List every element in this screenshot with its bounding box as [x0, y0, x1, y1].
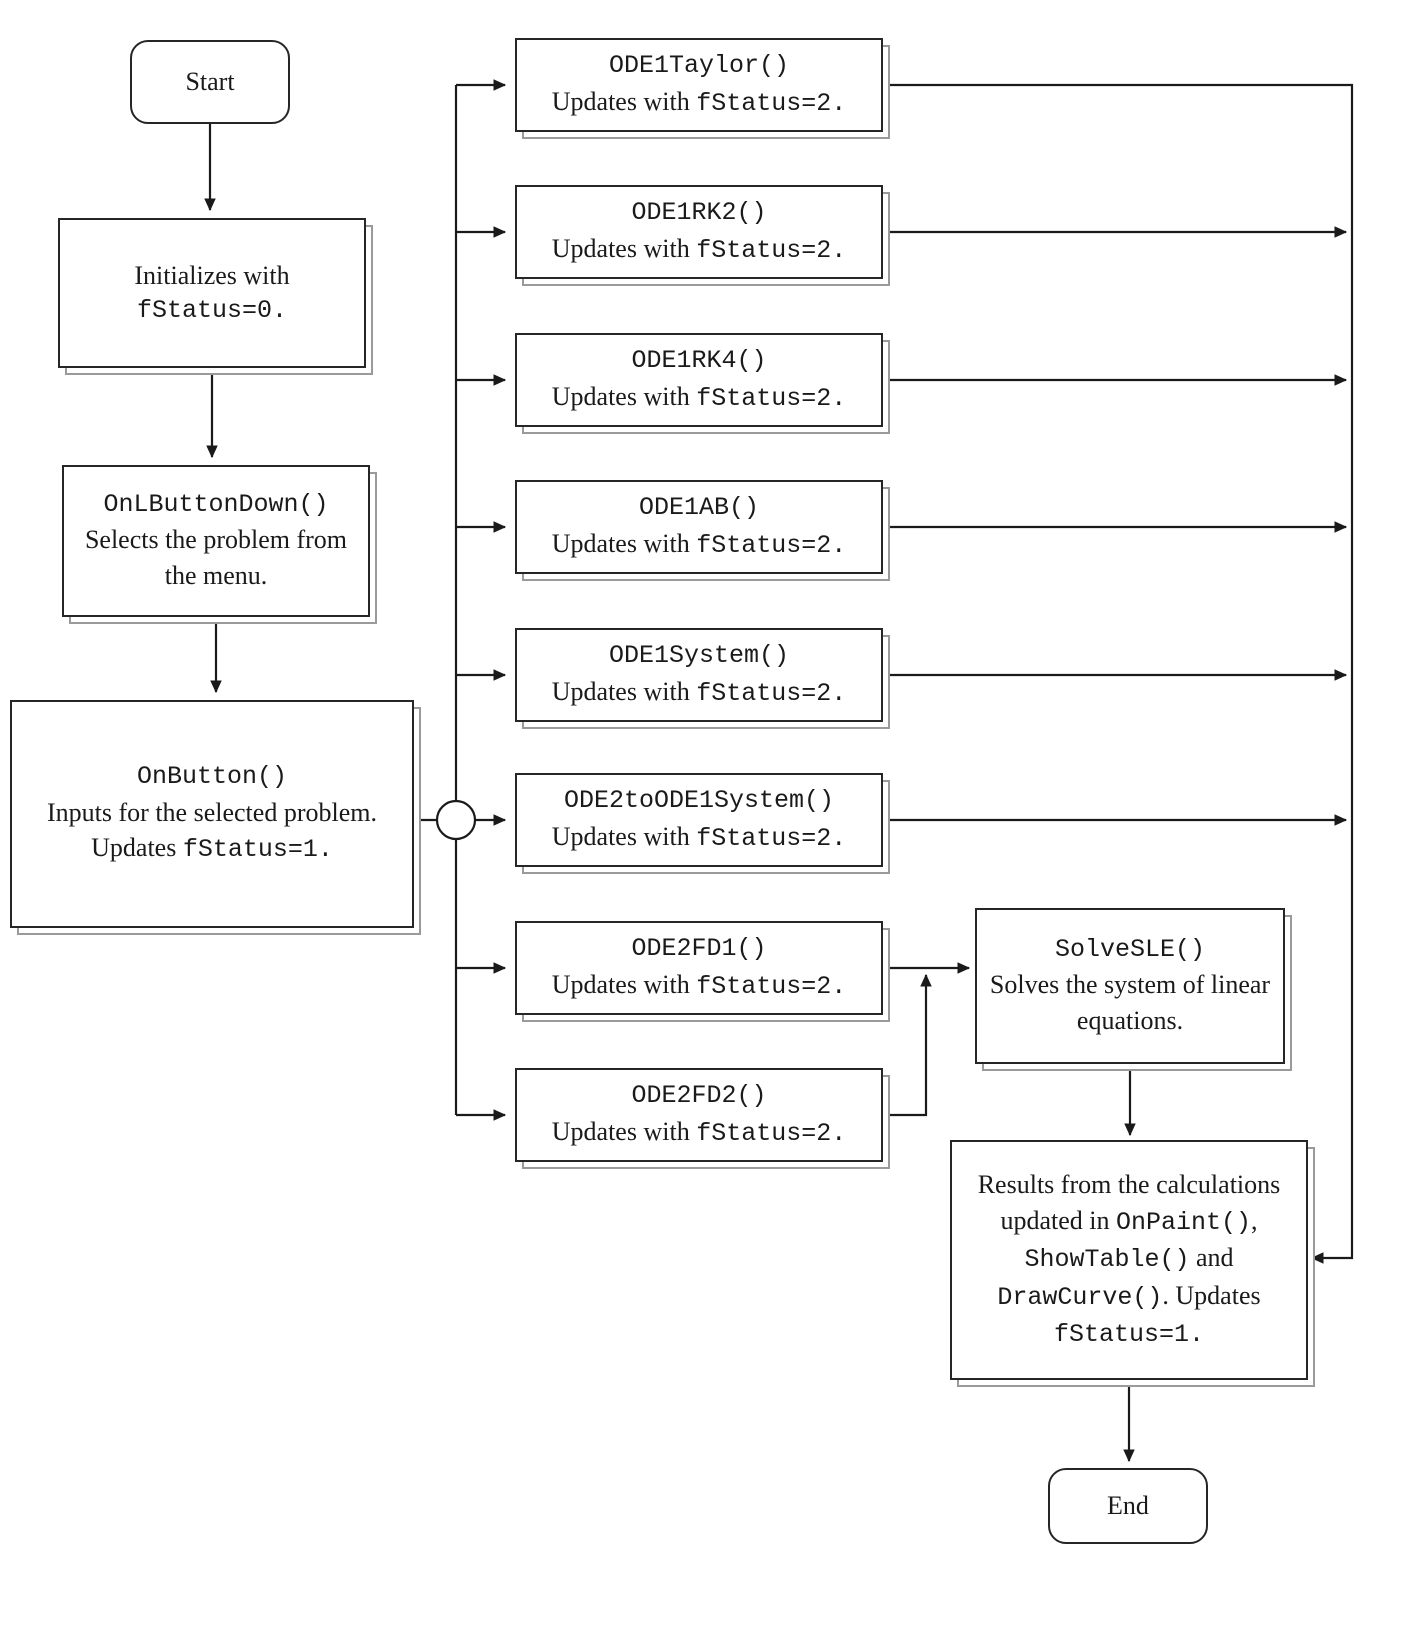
- flow-node-ode2toode1system: [515, 773, 883, 867]
- results-t4: . Updates: [1162, 1280, 1261, 1310]
- flow-node-ode1taylor: [515, 38, 883, 132]
- desc-code: fStatus=2.: [696, 383, 847, 413]
- merge-lines-right: [885, 85, 1352, 1258]
- solvesle-node: [975, 908, 1285, 1064]
- start-label: Start: [185, 67, 235, 97]
- results-text: [960, 1167, 1298, 1353]
- results-t2: ,: [1251, 1205, 1258, 1235]
- flow-node-ode2fd1: [515, 921, 883, 1015]
- fd-to-solvesle-lines: [885, 968, 969, 1115]
- node-title: ODE2toODE1System(): [563, 786, 835, 815]
- start-node: [130, 40, 290, 124]
- onlbuttondown-node: [62, 465, 370, 617]
- node-desc: [552, 1114, 846, 1152]
- desc-text: Updates with: [551, 969, 697, 999]
- solvesle-desc: Solves the system of linear equations.: [989, 970, 1271, 1036]
- results-node: [950, 1140, 1308, 1380]
- results-c3: DrawCurve(): [997, 1282, 1163, 1312]
- node-desc: [552, 819, 846, 857]
- solvesle-code: SolveSLE(): [1054, 934, 1206, 964]
- init-code: fStatus=0.: [136, 295, 288, 325]
- onbutton-code: OnButton(): [136, 762, 288, 792]
- node-desc: [552, 231, 846, 269]
- node-title: ODE2FD2(): [631, 1081, 767, 1110]
- results-c1: OnPaint(): [1116, 1207, 1252, 1237]
- node-desc: [552, 379, 846, 417]
- onlbuttondown-code: OnLButtonDown(): [103, 489, 329, 519]
- node-title: ODE1System(): [608, 641, 790, 670]
- end-node: [1048, 1468, 1208, 1544]
- desc-text: Updates with: [551, 1116, 697, 1146]
- onbutton-desc: Inputs for the selected problem.: [47, 797, 377, 827]
- desc-code: fStatus=2.: [696, 88, 847, 118]
- results-c2: ShowTable(): [1024, 1245, 1190, 1275]
- node-desc: [552, 526, 846, 564]
- junction-circle: [437, 801, 475, 839]
- node-title: ODE1RK2(): [631, 198, 767, 227]
- onbutton-updates-code: fStatus=1.: [182, 835, 333, 865]
- flow-node-ode1rk4: [515, 333, 883, 427]
- results-c4: fStatus=1.: [1053, 1320, 1205, 1350]
- desc-code: fStatus=2.: [696, 530, 847, 560]
- results-t3: and: [1189, 1243, 1234, 1273]
- desc-text: Updates with: [551, 381, 697, 411]
- init-node: [58, 218, 366, 368]
- flow-node-ode1ab: [515, 480, 883, 574]
- node-title: ODE1RK4(): [631, 346, 767, 375]
- node-title: ODE2FD1(): [631, 934, 767, 963]
- flow-node-ode1rk2: [515, 185, 883, 279]
- results-t1: Results from the calculations updated in: [977, 1170, 1281, 1235]
- desc-code: fStatus=2.: [696, 823, 847, 853]
- end-label: End: [1107, 1491, 1149, 1521]
- desc-code: fStatus=2.: [696, 1118, 847, 1148]
- desc-text: Updates with: [551, 233, 697, 263]
- branch-trunk: [414, 85, 505, 1115]
- onbutton-node: [10, 700, 414, 928]
- onbutton-updates-text: Updates: [91, 833, 183, 863]
- node-desc: [552, 967, 846, 1005]
- node-title: ODE1Taylor(): [608, 51, 790, 80]
- desc-text: Updates with: [551, 86, 697, 116]
- init-desc: Initializes with: [134, 260, 290, 290]
- desc-code: fStatus=2.: [696, 971, 847, 1001]
- flow-node-ode1system: [515, 628, 883, 722]
- node-desc: [552, 674, 846, 712]
- desc-text: Updates with: [551, 821, 697, 851]
- desc-code: fStatus=2.: [696, 678, 847, 708]
- node-title: ODE1AB(): [638, 493, 760, 522]
- onlbuttondown-desc: Selects the problem from the menu.: [84, 525, 348, 591]
- desc-text: Updates with: [551, 528, 697, 558]
- flow-node-ode2fd2: [515, 1068, 883, 1162]
- desc-text: Updates with: [551, 676, 697, 706]
- node-desc: [552, 84, 846, 122]
- onbutton-updates: [91, 830, 333, 868]
- desc-code: fStatus=2.: [696, 235, 847, 265]
